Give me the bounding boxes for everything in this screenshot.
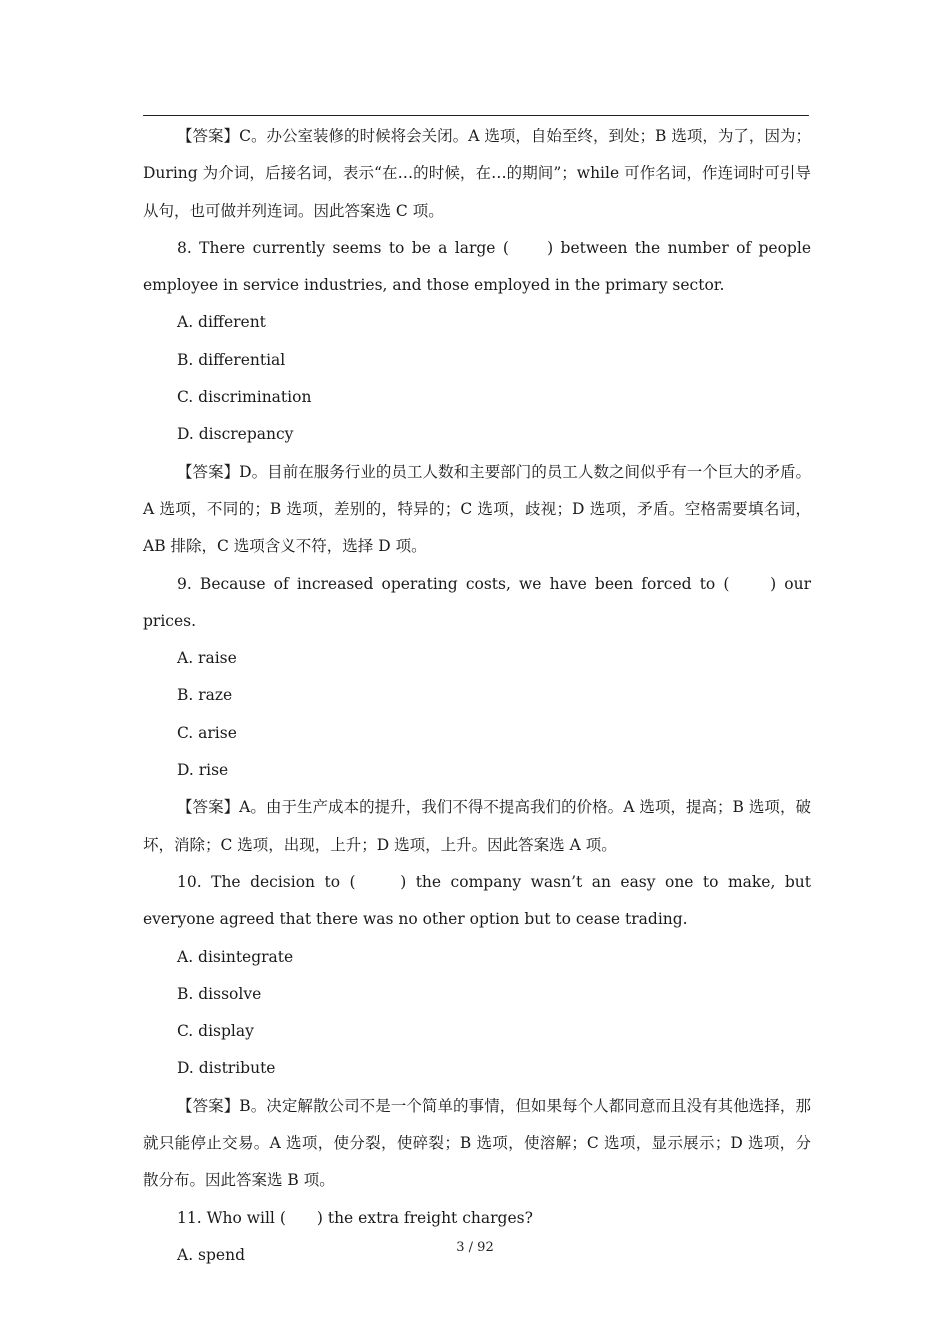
question-11: 11. Who will ( ) the extra freight charges? (177, 1208, 533, 1227)
q9-option-b: B. raze (177, 686, 233, 705)
q9-option-c: C. arise (177, 723, 237, 742)
q10-option-d: D. distribute (177, 1059, 276, 1078)
answer-paragraph-q9: 【答案】A。由于生产成本的提升，我们不得不提高我们的价格。A 选项，提高；B 选项，破坏，消除；C 选项，出现，上升；D 选项，上升。因此答案选 A 项。 (143, 798, 811, 854)
q10-option-a: A. disintegrate (177, 947, 294, 966)
question-8: 8. There currently seems to be a large ( ) between the number of people employee in service industries, and those employed in the primary sector. (143, 238, 811, 295)
question-10: 10. The decision to ( ) the company wasn’t an easy one to make, but everyone agreed that there was no other option but to cease trading. (143, 872, 811, 929)
answer-paragraph-q8: 【答案】D。目前在服务行业的员工人数和主要部门的员工人数之间似乎有一个巨大的矛盾。A 选项，不同的；B 选项，差别的，特异的；C 选项，歧视；D 选项，矛盾。空格需要填名词，AB 排除，C 选项含义不符，选择 D 项。 (143, 462, 811, 556)
page-number: 3 / 92 (456, 1240, 494, 1255)
header-divider (143, 115, 809, 116)
answer-paragraph-q10: 【答案】B。决定解散公司不是一个简单的事情，但如果每个人都同意而且没有其他选择，那就只能停止交易。A 选项，使分裂，使碎裂；B 选项，使溶解；C 选项，显示展示；D 选项，分散分布。因此答案选 B 项。 (143, 1096, 811, 1190)
q10-option-b: B. dissolve (177, 984, 262, 1003)
page-body (143, 118, 811, 1274)
q8-option-d: D. discrepancy (177, 425, 294, 444)
q9-option-d: D. rise (177, 761, 229, 780)
q8-option-a: A. different (177, 313, 266, 332)
question-9: 9. Because of increased operating costs, we have been forced to ( ) our prices. (143, 574, 811, 630)
q11-option-a: A. spend (177, 1245, 246, 1264)
answer-paragraph-q7: 【答案】C。办公室装修的时候将会关闭。A 选项，自始至终，到处；B 选项，为了，因为；During 为介词，后接名词，表示“在…的时候，在…的期间”；while 可作名词，作连词时可引导从句，也可做并列连词。因此答案选 C 项。 (143, 127, 811, 220)
q8-option-b: B. differential (177, 350, 286, 369)
q10-option-c: C. display (177, 1022, 254, 1041)
q8-option-c: C. discrimination (177, 388, 312, 407)
q9-option-a: A. raise (177, 649, 237, 668)
